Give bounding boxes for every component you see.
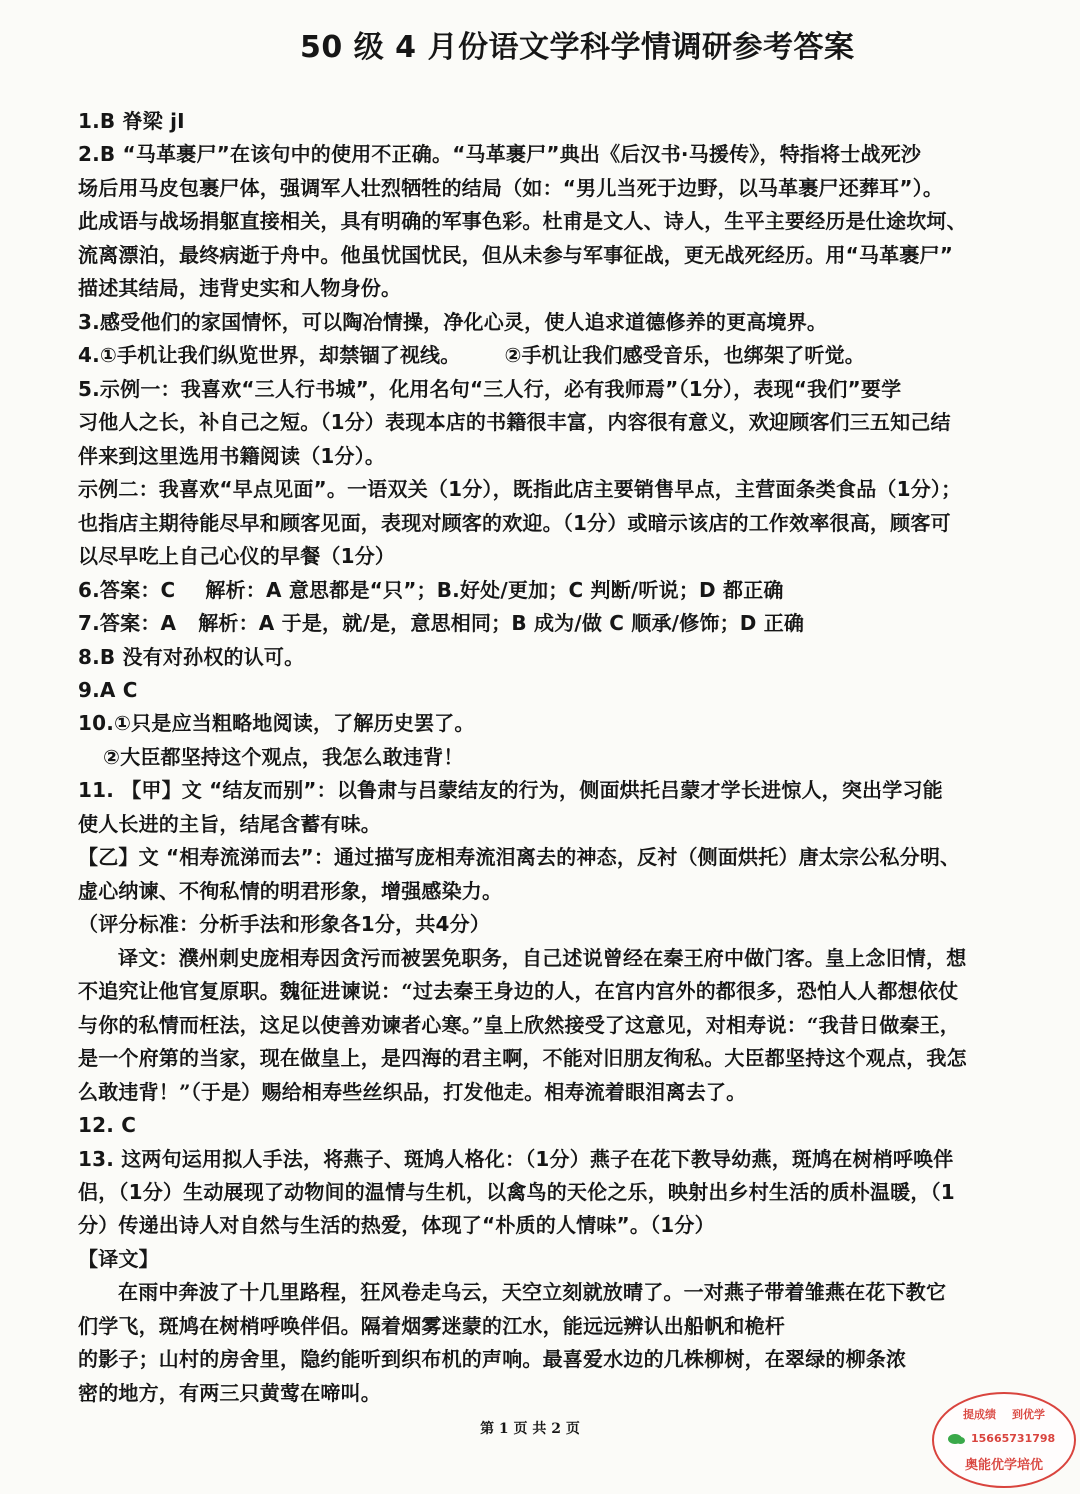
stamp-slogan <box>934 1406 1074 1422</box>
stamp-slogan-left: 提成绩 <box>963 1408 996 1421</box>
answer-q2-line: 流离漂泊，最终病逝于舟中。他虽忧国忧民，但从未参与军事征战，更无战死经历。用“马革裹尸” <box>78 242 954 267</box>
answer-q13-translation-line: 的影子；山村的房舍里，隐约能听到织布机的声响。最喜爱水边的几株柳树，在翠绿的柳条浓 <box>78 1347 907 1372</box>
answer-q3: 3.感受他们的家国情怀，可以陶冶情操，净化心灵，使人追求道德修养的更高境界。 <box>78 309 828 334</box>
stamp-phone: 15665731798 <box>971 1432 1056 1445</box>
answer-q6-analysis: 解析：A 意思都是“只”；B.好处/更加；C 判断/听说；D 都正确 <box>205 577 784 602</box>
answer-q13-translation-line: 密的地方，有两三只黄莺在啼叫。 <box>78 1380 381 1405</box>
answer-q10-part1: 10.①只是应当粗略地阅读，了解历史罢了。 <box>78 711 475 736</box>
answer-q11-translation-line: 不追究让他官复原职。魏征进谏说：“过去秦王身边的人，在宫内宫外的都很多，恐怕人人都想依仗 <box>78 979 959 1004</box>
answer-q11-scoring: （评分标准：分析手法和形象各1分，共4分） <box>78 912 491 937</box>
answer-q4-part2: ②手机让我们感受音乐，也绑架了听觉。 <box>504 343 865 368</box>
answer-q13-analysis-line: 分）传递出诗人对自然与生活的热爱，体现了“朴质的人情味”。（1分） <box>78 1213 715 1238</box>
answer-q5-example1-line: 习他人之长，补自己之短。（1分）表现本店的书籍很丰富，内容很有意义，欢迎顾客们三五知己结 <box>78 410 951 435</box>
answer-q10-part2: ②大臣都坚持这个观点，我怎么敢违背！ <box>103 744 464 769</box>
answer-q9: 9.A C <box>78 677 138 702</box>
answer-q6 <box>78 574 1038 607</box>
answer-q13-translation-line: 在雨中奔波了十几里路程，狂风卷走乌云，天空立刻就放晴了。一对燕子带着雏燕在花下教它 <box>118 1280 947 1305</box>
answer-q5-example2-line: 也指店主期待能尽早和顾客见面，表现对顾客的欢迎。（1分）或暗示该店的工作效率很高，顾客可 <box>78 510 951 535</box>
answer-q6-answer: 6.答案：C <box>78 577 176 602</box>
answer-q13-translation-heading: 【译文】 <box>78 1246 159 1271</box>
answer-q7-answer: 7.答案：A <box>78 611 177 636</box>
answer-body <box>78 105 1038 1410</box>
answer-q5-example1-line: 伴来到这里选用书籍阅读（1分）。 <box>78 443 386 468</box>
answer-q13-translation-line: 们学飞，斑鸠在树梢呼唤伴侣。隔着烟雾迷蒙的江水，能远远辨认出船帆和桅杆 <box>78 1313 785 1338</box>
answer-q11-translation-line: 是一个府第的当家，现在做皇上，是四海的君主啊，不能对旧朋友徇私。大臣都坚持这个观点，我怎 <box>78 1046 967 1071</box>
answer-q5-example2-line: 示例二：我喜欢“早点见面”。一语双关（1分），既指此店主要销售早点，主营面条类食品（1分）； <box>78 477 962 502</box>
answer-q2-line: 此成语与战场捐躯直接相关，具有明确的军事色彩。杜甫是文人、诗人，生平主要经历是仕途坎坷、 <box>78 209 967 234</box>
answer-q2-line: 场后用马皮包裹尸体，强调军人壮烈牺牲的结局（如：“男儿当死于边野，以马革裹尸还葬耳”）。 <box>78 175 944 200</box>
answer-q7 <box>78 607 1038 640</box>
answer-q12: 12. C <box>78 1113 137 1138</box>
answer-q11-yi-line: 虚心纳谏、不徇私情的明君形象，增强感染力。 <box>78 878 503 903</box>
answer-q1: 1.B 脊梁 jI <box>78 109 185 133</box>
answer-q2-line: 描述其结局，违背史实和人物身份。 <box>78 276 402 301</box>
answer-q4-part1: 4.①手机让我们纵览世界，却禁锢了视线。 <box>78 343 461 368</box>
answer-q11-translation-line: 与你的私情而枉法，这足以使善劝谏者心寒。”皇上欣然接受了这意见，对相寿说：“我昔日做秦王， <box>78 1012 961 1037</box>
promo-stamp <box>932 1392 1076 1488</box>
answer-q11-translation-line: 么敢违背！”（于是）赐给相寿些丝织品，打发他走。相寿流着眼泪离去了。 <box>78 1079 747 1104</box>
stamp-slogan-right: 到优学 <box>1012 1408 1045 1421</box>
answer-q11-jia-line: 使人长进的主旨，结尾含蓄有味。 <box>78 811 381 836</box>
answer-q11-translation-line: 译文：濮州刺史庞相寿因贪污而被罢免职务，自己述说曾经在秦王府中做门客。皇上念旧情，想 <box>118 945 967 970</box>
answer-q5-example2-line: 以尽早吃上自己心仪的早餐（1分） <box>78 544 396 569</box>
answer-q2-line: 2.B “马革裹尸”在该句中的使用不正确。“马革裹尸”典出《后汉书·马援传》，特指将士战死沙 <box>78 142 922 167</box>
answer-q13-analysis-line: 侣，（1分）生动展现了动物间的温情与生机，以禽鸟的天伦之乐，映射出乡村生活的质朴温暖，（1 <box>78 1180 955 1204</box>
page-title: 50 级 4 月份语文学科学情调研参考答案 <box>300 30 855 65</box>
wechat-icon <box>948 1434 962 1444</box>
answer-q13-analysis-line: 13. 这两句运用拟人手法，将燕子、斑鸠人格化：（1分）燕子在花下教导幼燕，斑鸠在树梢呼唤伴 <box>78 1146 954 1171</box>
page-number: 第 1 页 共 2 页 <box>480 1421 580 1437</box>
answer-q4 <box>78 339 1038 372</box>
stamp-brand: 奥能优学培优 <box>964 1458 1043 1473</box>
answer-q11-yi-line: 【乙】文 “相寿流涕而去”：通过描写庞相寿流泪离去的神态，反衬（侧面烘托）唐太宗公私分明、 <box>78 845 961 870</box>
answer-q7-analysis: 解析：A 于是，就/是，意思相同；B 成为/做 C 顺承/修饰；D 正确 <box>198 611 805 636</box>
answer-q11-jia-line: 11. 【甲】文 “结友而别”：以鲁肃与吕蒙结友的行为，侧面烘托吕蒙才学长进惊人，突出学习能 <box>78 778 943 803</box>
stamp-contact <box>948 1432 1068 1445</box>
answer-q5-example1-line: 5.示例一：我喜欢“三人行书城”，化用名句“三人行，必有我师焉”（1分），表现“我们”要学 <box>78 376 902 401</box>
answer-q8: 8.B 没有对孙权的认可。 <box>78 644 305 669</box>
